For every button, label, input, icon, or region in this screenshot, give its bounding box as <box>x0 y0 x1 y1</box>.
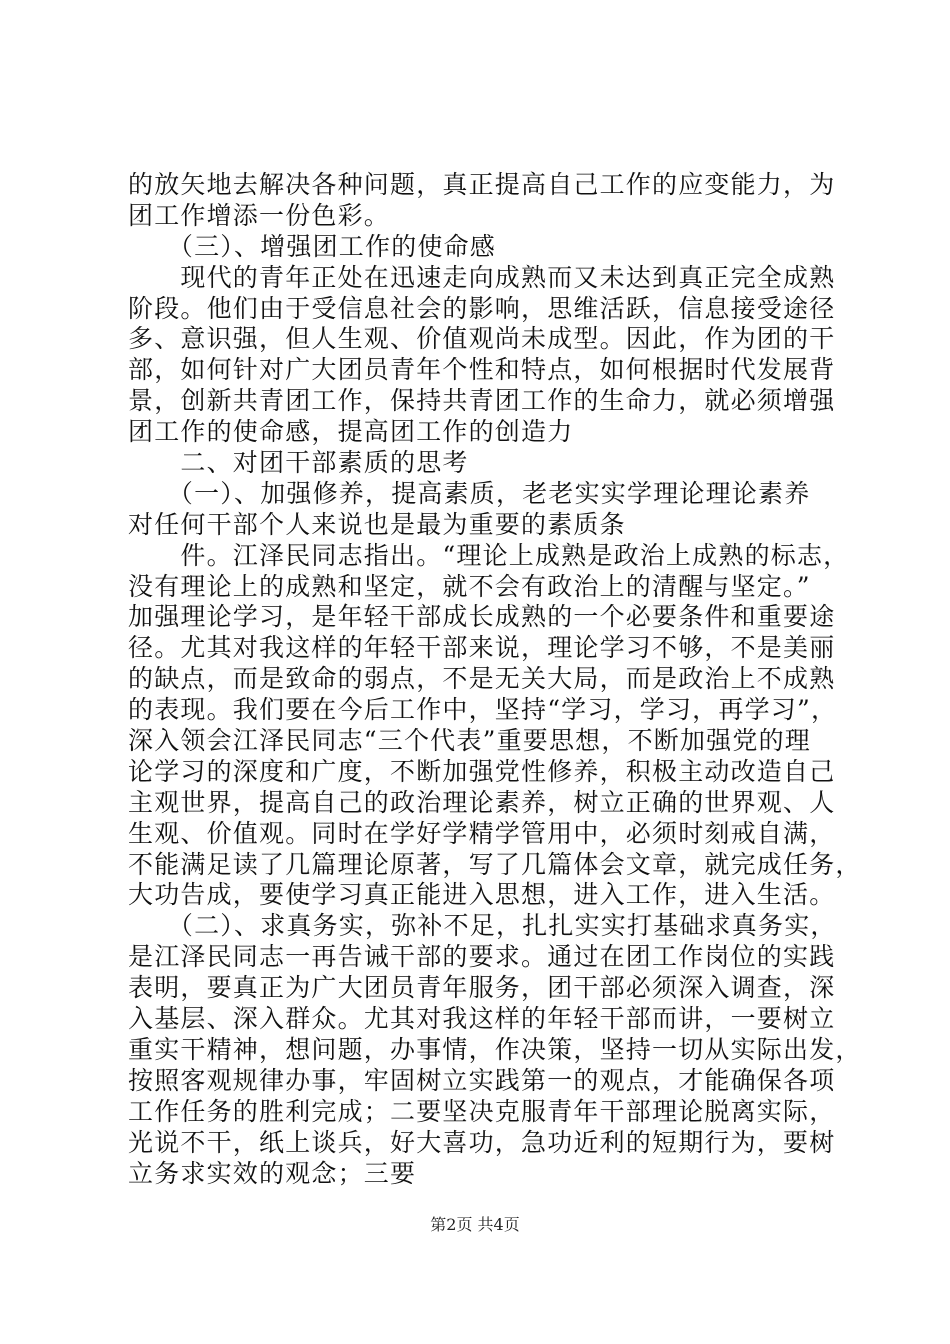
text-line: 大功告成，要使学习真正能进入思想，进入工作，进入生活。 <box>128 880 836 910</box>
text-line: 径。尤其对我这样的年轻干部来说，理论学习不够，不是美丽 <box>128 633 836 663</box>
text-line: 光说不干，纸上谈兵，好大喜功，急功近利的短期行为，要树 <box>128 1127 836 1157</box>
text-line: 阶段。他们由于受信息社会的影响，思维活跃，信息接受途径 <box>128 293 836 323</box>
text-line: 生观、价值观。同时在学好学精学管用中，必须时刻戒自满， <box>128 818 836 848</box>
document-body <box>128 170 868 1189</box>
section-heading: （三）、增强团工作的使命感 <box>128 231 497 261</box>
text-line: 团工作的使命感，提高团工作的创造力 <box>128 417 574 447</box>
text-line: 景，创新共青团工作，保持共青团工作的生命力，就必须增强 <box>128 386 836 416</box>
text-line: 深入领会江泽民同志“三个代表”重要思想，不断加强党的理 <box>128 726 811 756</box>
text-line: 件。江泽民同志指出。“理论上成熟是政治上成熟的标志， <box>128 540 850 570</box>
section-heading: （一）、加强修养，提高素质，老老实实学理论理论素养 <box>128 478 811 508</box>
text-line: 加强理论学习，是年轻干部成长成熟的一个必要条件和重要途 <box>128 602 836 632</box>
text-line: 团工作增添一份色彩。 <box>128 200 391 230</box>
section-heading: 二、对团干部素质的思考 <box>128 448 469 478</box>
text-line: 按照客观规律办事，牢固树立实践第一的观点，才能确保各项 <box>128 1065 836 1095</box>
text-line: 对任何干部个人来说也是最为重要的素质条 <box>128 509 626 539</box>
text-line: 主观世界，提高自己的政治理论素养，树立正确的世界观、人 <box>128 787 836 817</box>
text-line: 的缺点，而是致命的弱点，不是无关大局，而是政治上不成熟 <box>128 664 836 694</box>
text-line: 是江泽民同志一再告诫干部的要求。通过在团工作岗位的实践 <box>128 942 836 972</box>
text-line: 没有理论上的成熟和坚定，就不会有政治上的清醒与坚定。” <box>128 571 811 601</box>
text-line: 论学习的深度和广度，不断加强党性修养，积极主动改造自己 <box>128 756 836 786</box>
text-line: 的放矢地去解决各种问题，真正提高自己工作的应变能力，为 <box>128 170 836 199</box>
text-line: 部，如何针对广大团员青年个性和特点，如何根据时代发展背 <box>128 355 836 385</box>
text-line: 现代的青年正处在迅速走向成熟而又未达到真正完全成熟 <box>128 262 836 292</box>
text-line: 不能满足读了几篇理论原著，写了几篇体会文章，就完成任务， <box>128 849 862 879</box>
text-line: 表明，要真正为广大团员青年服务，团干部必须深入调查，深 <box>128 973 836 1003</box>
page-number-footer: 第2页 共4页 <box>430 1215 520 1234</box>
text-line: 立务求实效的观念；三要 <box>128 1158 417 1188</box>
text-line: 多、意识强，但人生观、价值观尚未成型。因此，作为团的干 <box>128 324 836 354</box>
text-line: 重实干精神，想问题，办事情，作决策，坚持一切从实际出发， <box>128 1034 862 1064</box>
text-line: 入基层、深入群众。尤其对我这样的年轻干部而讲，一要树立 <box>128 1004 836 1034</box>
text-line: 的表现。我们要在今后工作中，坚持“学习，学习，再学习”， <box>128 695 838 725</box>
section-heading: （二）、求真务实，弥补不足，扎扎实实打基础求真务实， <box>128 911 837 941</box>
text-line: 工作任务的胜利完成；二要坚决克服青年干部理论脱离实际， <box>128 1096 836 1126</box>
